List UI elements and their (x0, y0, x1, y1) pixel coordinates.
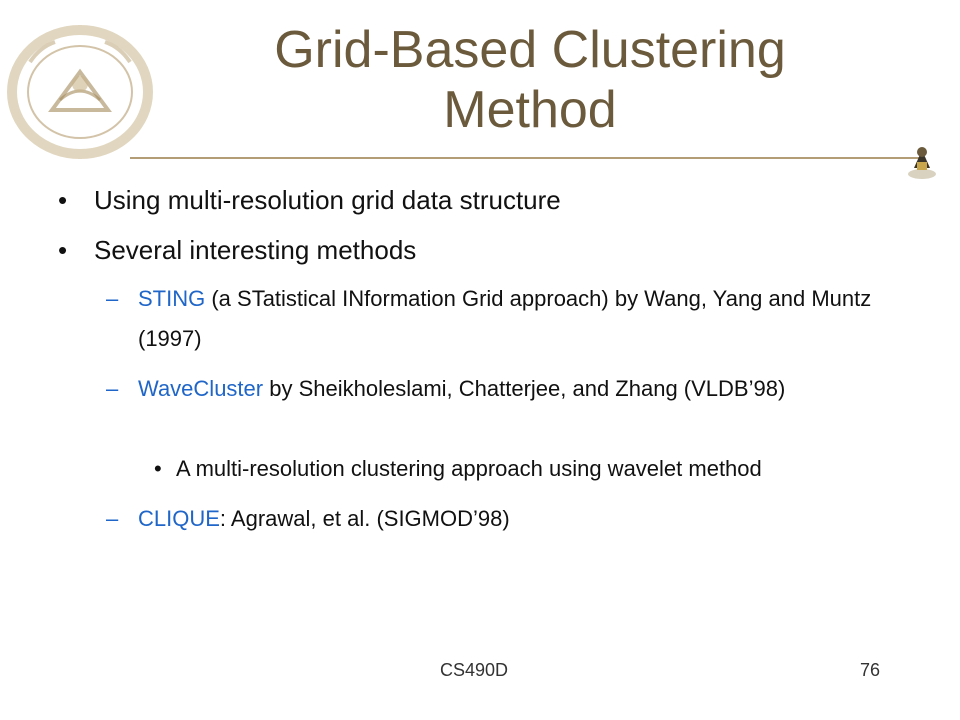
bullet-glyph: • (58, 235, 68, 265)
sub-sub-item (154, 453, 936, 485)
footer-page-number: 76 (860, 660, 881, 680)
sub-item-wavecluster (106, 369, 908, 409)
bullet-glyph: • (154, 456, 162, 481)
sub-item-text: by Sheikholeslami, Chatterjee, and Zhang (VLDB’98) (263, 376, 786, 401)
bullet-glyph: • (58, 185, 68, 215)
sub-item-highlight: WaveCluster (138, 376, 264, 401)
sub-item-highlight: CLIQUE (138, 506, 220, 531)
dash-glyph: – (106, 506, 119, 531)
footer-course: CS490D (440, 660, 509, 680)
bullet-item (58, 183, 914, 217)
bullet-item (58, 233, 914, 267)
dash-glyph: – (106, 286, 119, 311)
sub-sub-item-text: A multi-resolution clustering approach using wavelet method (176, 456, 762, 481)
university-seal-icon (0, 22, 160, 162)
bullet-text: Several interesting methods (94, 235, 417, 265)
slide-title-line1: Grid-Based Clustering (274, 21, 786, 79)
mascot-icon (900, 138, 944, 182)
sub-item-highlight: STING (138, 286, 206, 311)
sub-item-clique (106, 499, 908, 539)
slide-title-line2: Method (443, 81, 617, 139)
sub-item-sting (106, 279, 908, 359)
dash-glyph: – (106, 376, 119, 401)
sub-item-text: (a STatistical INformation Grid approach) by Wang, Yang and Muntz (1997) (138, 286, 872, 351)
title-divider (130, 157, 920, 159)
sub-item-text: : Agrawal, et al. (SIGMOD’98) (219, 506, 510, 531)
bullet-text: Using multi-resolution grid data structure (94, 185, 561, 215)
slide-title (180, 20, 880, 140)
